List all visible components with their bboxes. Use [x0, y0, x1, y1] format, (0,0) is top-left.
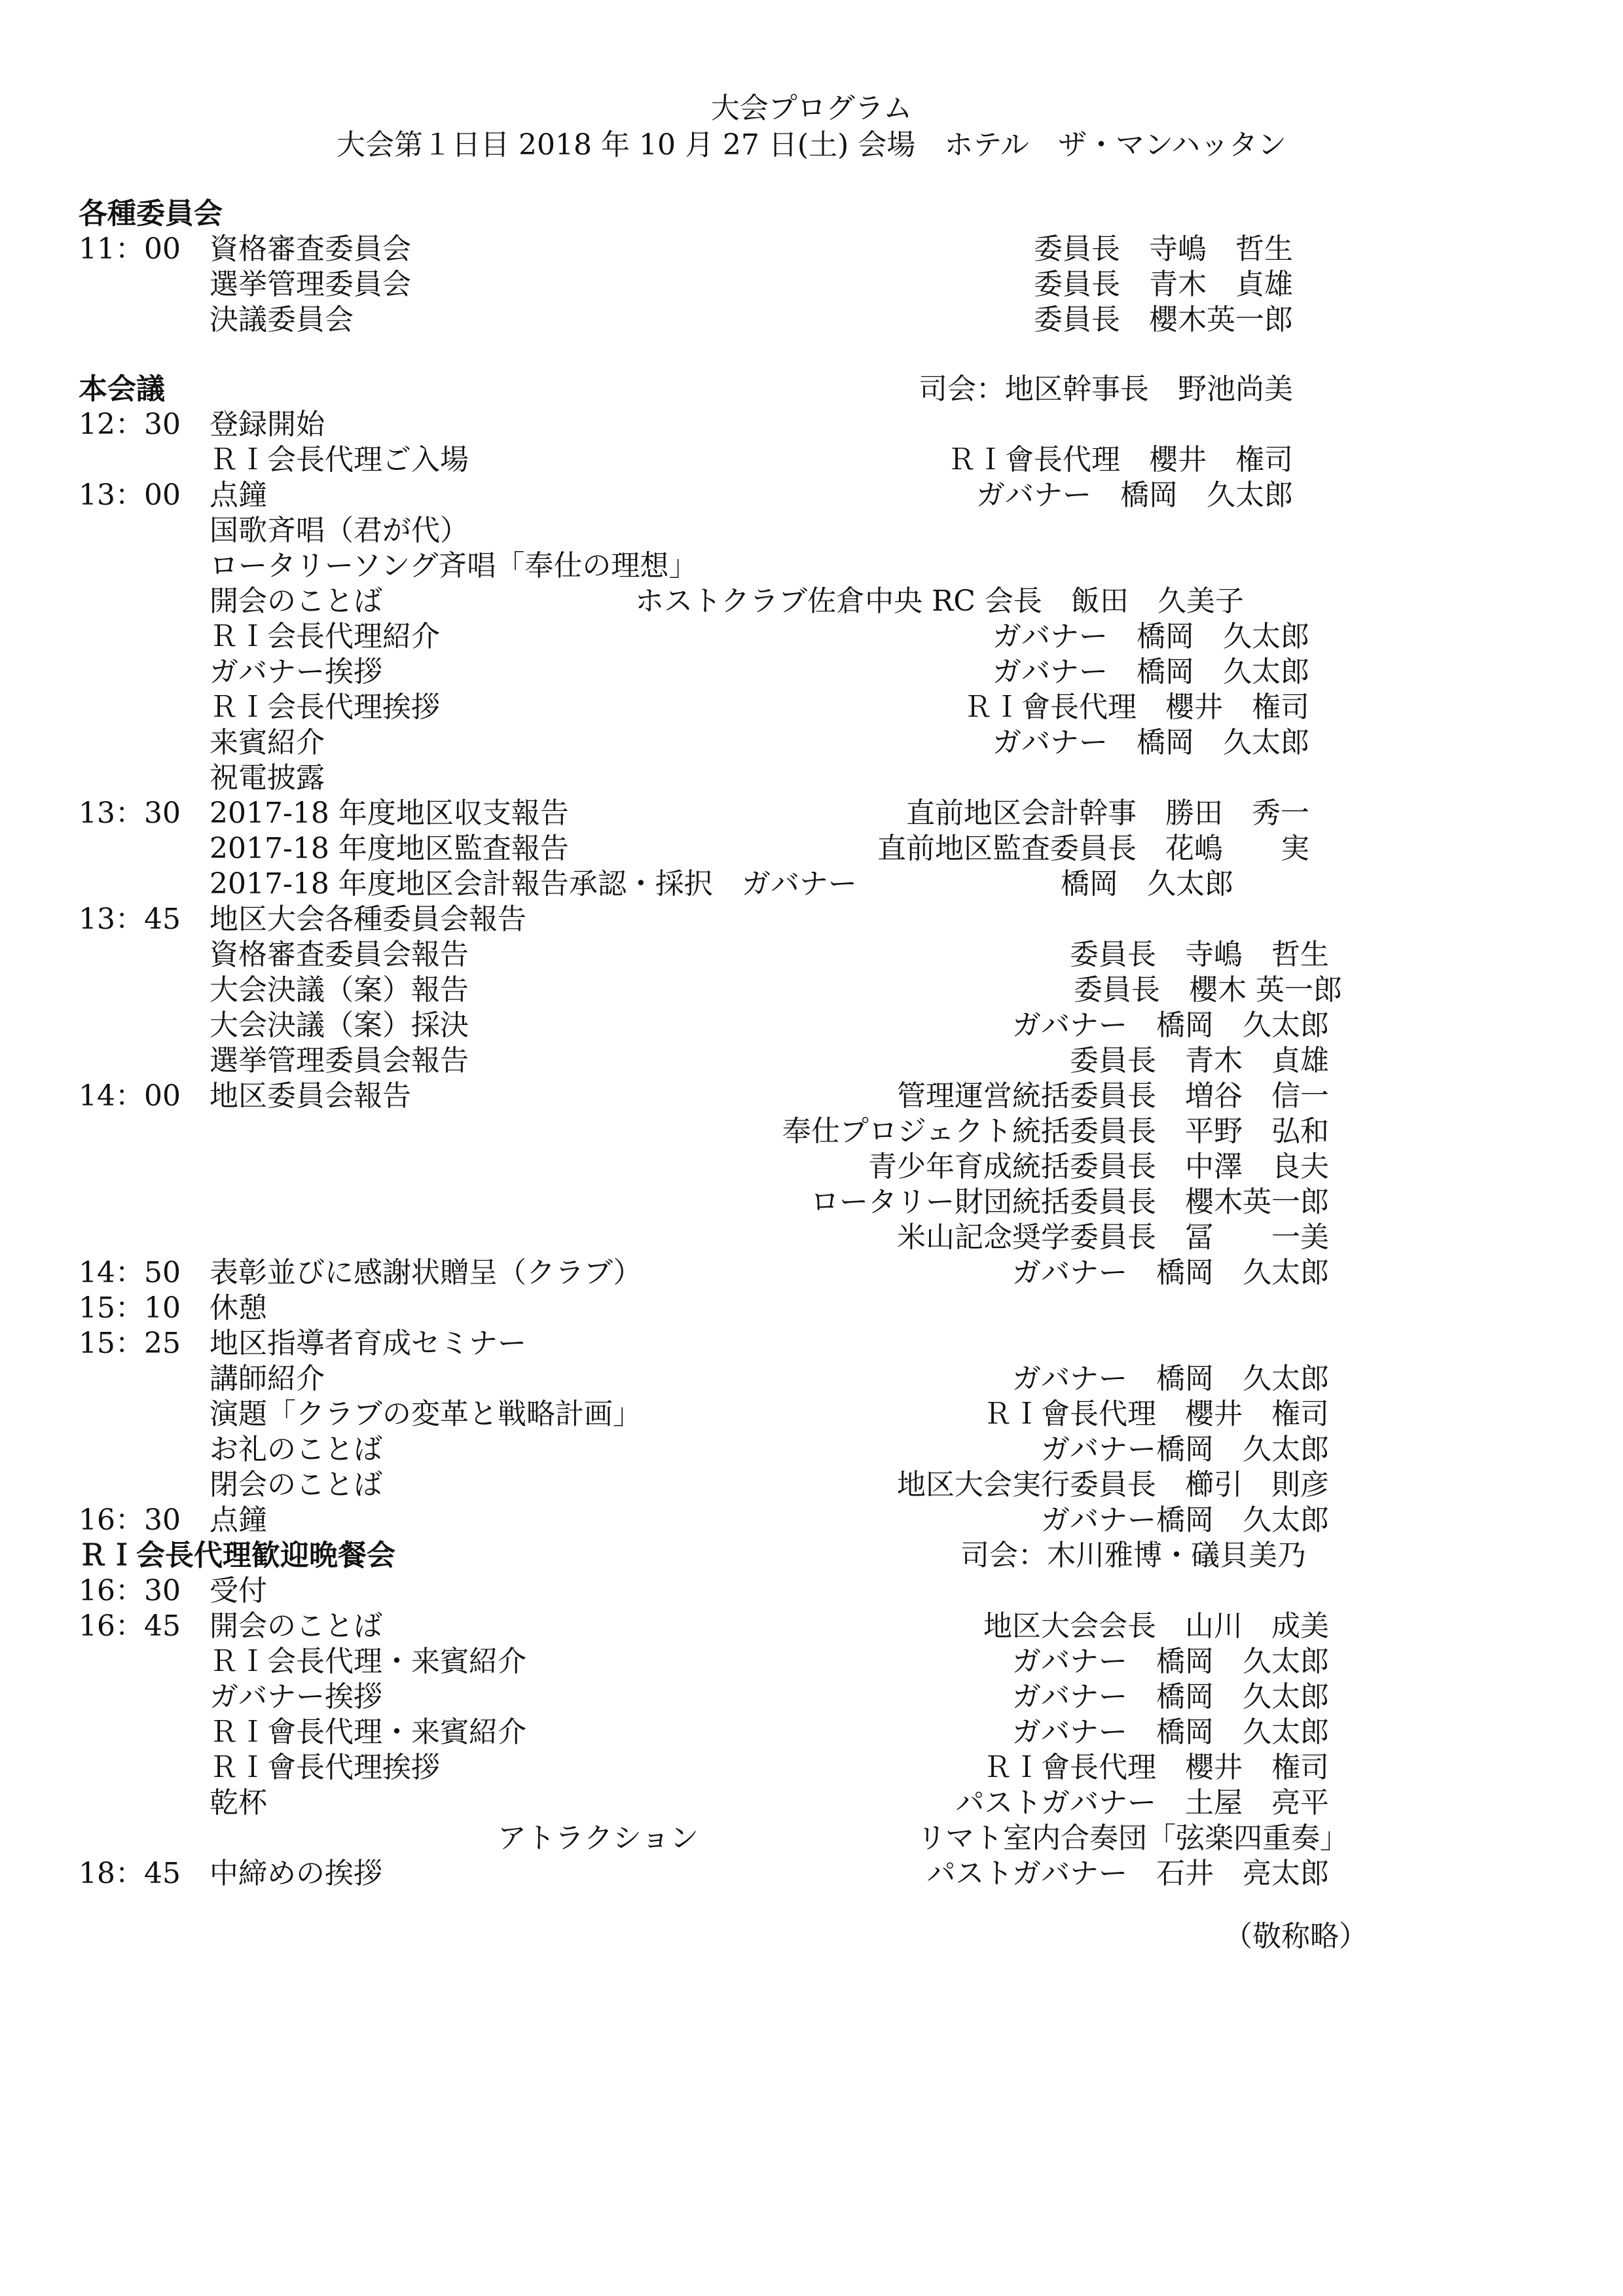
row-item: 地区委員会報告 — [210, 1079, 411, 1113]
row-person: 委員長 櫻木英一郎 — [1034, 303, 1293, 336]
row-item: 決議委員会 — [210, 303, 354, 336]
row-person: 地区大会会長 山川 成美 — [983, 1609, 1329, 1643]
program-row — [79, 1856, 1388, 1892]
program-row — [79, 1785, 1388, 1821]
program-row — [79, 725, 1388, 761]
row-item: ＲＩ会長代理ご入場 — [210, 443, 469, 476]
program-row — [79, 1679, 1388, 1715]
row-person: 直前地区監査委員長 花嶋 実 — [877, 832, 1309, 865]
row-person: ガバナー橋岡 久太郎 — [1041, 1503, 1329, 1537]
program-row — [79, 1079, 1388, 1114]
row-time: 13：30 — [79, 797, 181, 830]
program-row — [79, 1609, 1388, 1644]
program-row — [79, 1467, 1388, 1503]
row-item: 選挙管理委員会報告 — [210, 1044, 469, 1077]
row-person: 委員長 櫻木 英一郎 — [1074, 973, 1342, 1007]
program-row — [79, 407, 1388, 442]
row-item: 閉会のことば — [210, 1468, 382, 1501]
program-row — [79, 1220, 1388, 1255]
row-person: 委員長 寺嶋 哲生 — [1070, 938, 1329, 971]
row-person: 奉仕プロジェクト統括委員長 平野 弘和 — [782, 1115, 1329, 1148]
row-item: アトラクション — [210, 1821, 699, 1855]
row-person: ＲＩ會長代理 櫻井 権司 — [964, 691, 1309, 724]
row-item: 地区指導者育成セミナー — [210, 1327, 526, 1360]
program-row — [79, 267, 1388, 302]
row-person: パストガバナー 土屋 亮平 — [955, 1786, 1329, 1820]
row-person: リマト室内合奏団「弦楽四重奏」 — [917, 1821, 1349, 1855]
row-item: 地区大会各種委員会報告 — [210, 903, 526, 936]
program-row — [79, 619, 1388, 655]
section-title: 本会議 — [79, 372, 165, 406]
row-time: 13：00 — [79, 478, 181, 512]
row-item: 祝電披露 — [210, 761, 325, 795]
row-item: 資格審査委員会報告 — [210, 938, 469, 971]
header — [0, 90, 1623, 164]
row-person: パストガバナー 石井 亮太郎 — [926, 1857, 1329, 1890]
program-row — [79, 1008, 1388, 1043]
program-row — [79, 1255, 1388, 1291]
row-item: 点鐘 — [210, 1503, 267, 1537]
row-time: 11：00 — [79, 232, 181, 266]
row-item: 開会のことば — [210, 1609, 382, 1643]
program-row — [79, 831, 1388, 867]
row-item: お礼のことば — [210, 1433, 382, 1466]
row-item: 大会決議（案）報告 — [210, 973, 469, 1007]
row-item: ＲＩ会長代理・来賓紹介 — [210, 1645, 526, 1678]
row-time: 15：25 — [79, 1327, 181, 1360]
program-row — [79, 1149, 1388, 1185]
section-heading — [79, 1538, 1388, 1573]
program-row — [79, 902, 1388, 937]
program-row — [79, 937, 1388, 973]
row-person: ガバナー 橋岡 久太郎 — [1012, 1680, 1329, 1713]
row-item: ＲＩ會長代理挨拶 — [210, 1751, 440, 1784]
row-person: ガバナー 橋岡 久太郎 — [976, 478, 1293, 512]
row-person: 青少年育成統括委員長 中澤 良夫 — [868, 1150, 1329, 1183]
row-time: 15：10 — [79, 1291, 181, 1325]
row-person: ＲＩ會長代理 櫻井 権司 — [983, 1397, 1329, 1431]
row-time: 14：00 — [79, 1079, 181, 1113]
row-item: 大会決議（案）採決 — [210, 1009, 469, 1042]
program-row — [79, 548, 1388, 584]
section-mc: 司会：木川雅博・礒貝美乃 — [960, 1539, 1306, 1572]
program-row — [79, 1114, 1388, 1149]
row-person: 管理運営統括委員長 増谷 信一 — [897, 1079, 1329, 1113]
row-time: 14：50 — [79, 1256, 181, 1289]
program-row — [79, 1573, 1388, 1609]
row-person: 委員長 青木 貞雄 — [1034, 268, 1293, 301]
row-time: 12：30 — [79, 408, 181, 441]
program-row — [79, 973, 1388, 1008]
row-person: ガバナー 橋岡 久太郎 — [1012, 1715, 1329, 1749]
program-row — [79, 1291, 1388, 1326]
row-item: 開会のことば — [210, 584, 382, 618]
row-person: ガバナー 橋岡 久太郎 — [1012, 1645, 1329, 1678]
program-row — [79, 1503, 1388, 1538]
row-item: 点鐘 — [210, 478, 267, 512]
program-row — [79, 1185, 1388, 1220]
row-person: 委員長 青木 貞雄 — [1070, 1044, 1329, 1077]
row-item: 中締めの挨拶 — [210, 1857, 382, 1890]
row-person: ガバナー 橋岡 久太郎 — [993, 726, 1309, 759]
program-body — [79, 196, 1388, 1892]
program-row — [79, 232, 1388, 267]
page-title: 大会プログラム — [710, 92, 913, 125]
row-person: ガバナー 橋岡 久太郎 — [1012, 1256, 1329, 1289]
row-person: 米山記念奨学委員長 冨 一美 — [897, 1221, 1329, 1254]
program-row — [79, 302, 1388, 338]
row-person: ガバナー 橋岡 久太郎 — [1012, 1362, 1329, 1395]
program-row — [79, 1432, 1388, 1467]
row-item: 2017-18 年度地区監査報告 — [210, 832, 569, 865]
row-time: 16：30 — [79, 1574, 181, 1607]
row-item: 乾杯 — [210, 1786, 267, 1820]
program-row — [79, 867, 1388, 902]
row-person: ガバナー 橋岡 久太郎 — [1012, 1009, 1329, 1042]
row-item: ＲＩ會長代理・来賓紹介 — [210, 1715, 526, 1749]
row-item: 選挙管理委員会 — [210, 268, 411, 301]
program-row — [79, 1361, 1388, 1397]
row-item: 2017-18 年度地区会計報告承認・採択 ガバナー — [210, 867, 857, 901]
program-row — [79, 796, 1388, 831]
row-item: ガバナー挨拶 — [210, 655, 382, 689]
row-person: ガバナー 橋岡 久太郎 — [993, 655, 1309, 689]
section-mc: 司会：地区幹事長 野池尚美 — [919, 372, 1293, 406]
row-time: 18：45 — [79, 1857, 181, 1890]
section-title: ＲＩ会長代理歓迎晩餐会 — [79, 1539, 395, 1572]
program-row — [79, 1821, 1388, 1856]
section-heading — [79, 196, 1388, 232]
row-person: ホストクラブ佐倉中央 RC 会長 飯田 久美子 — [635, 584, 1244, 618]
program-row — [79, 1043, 1388, 1079]
program-row — [79, 442, 1388, 478]
section-heading — [79, 372, 1388, 407]
row-person: ＲＩ會長代理 櫻井 権司 — [983, 1751, 1329, 1784]
row-item: ロータリーソング斉唱「奉仕の理想」 — [210, 549, 698, 583]
section-title: 各種委員会 — [79, 197, 223, 230]
row-item: 2017-18 年度地区収支報告 — [210, 797, 569, 830]
row-time: 16：30 — [79, 1503, 181, 1537]
program-row — [79, 478, 1388, 513]
program-row — [79, 690, 1388, 725]
row-person: 橋岡 久太郎 — [1061, 867, 1233, 901]
row-item: 講師紹介 — [210, 1362, 325, 1395]
program-row — [79, 1644, 1388, 1679]
row-item: 表彰並びに感謝状贈呈（クラブ） — [210, 1256, 642, 1289]
program-row — [79, 584, 1388, 619]
honorifics-note: （敬称略） — [1224, 1920, 1368, 1953]
row-person: ガバナー 橋岡 久太郎 — [993, 620, 1309, 653]
row-person: 地区大会実行委員長 櫛引 則彦 — [897, 1468, 1329, 1501]
row-item: 国歌斉唱（君が代） — [210, 514, 469, 547]
row-item: 演題「クラブの変革と戦略計画」 — [210, 1397, 642, 1431]
page-subtitle: 大会第１日目 2018 年 10 月 27 日(土) 会場 ホテル ザ・マンハッタン — [337, 128, 1286, 162]
row-person: ロータリー財団統括委員長 櫻木英一郎 — [811, 1185, 1329, 1219]
program-row — [79, 655, 1388, 690]
row-item: 来賓紹介 — [210, 726, 325, 759]
row-person: 委員長 寺嶋 哲生 — [1034, 232, 1293, 266]
row-item: ＲＩ会長代理挨拶 — [210, 691, 440, 724]
program-row — [79, 1750, 1388, 1785]
program-row — [79, 1397, 1388, 1432]
row-item: 資格審査委員会 — [210, 232, 411, 266]
program-row — [79, 761, 1388, 796]
row-time: 13：45 — [79, 903, 181, 936]
row-person: ガバナー橋岡 久太郎 — [1041, 1433, 1329, 1466]
program-row — [79, 1715, 1388, 1750]
row-person: 直前地区会計幹事 勝田 秀一 — [906, 797, 1309, 830]
row-person: ＲＩ會長代理 櫻井 権司 — [947, 443, 1293, 476]
row-item: 登録開始 — [210, 408, 325, 441]
row-time: 16：45 — [79, 1609, 181, 1643]
program-row — [79, 1326, 1388, 1361]
row-item: 受付 — [210, 1574, 267, 1607]
row-item: ＲＩ会長代理紹介 — [210, 620, 440, 653]
program-row — [79, 513, 1388, 548]
row-item: 休憩 — [210, 1291, 267, 1325]
row-item: ガバナー挨拶 — [210, 1680, 382, 1713]
